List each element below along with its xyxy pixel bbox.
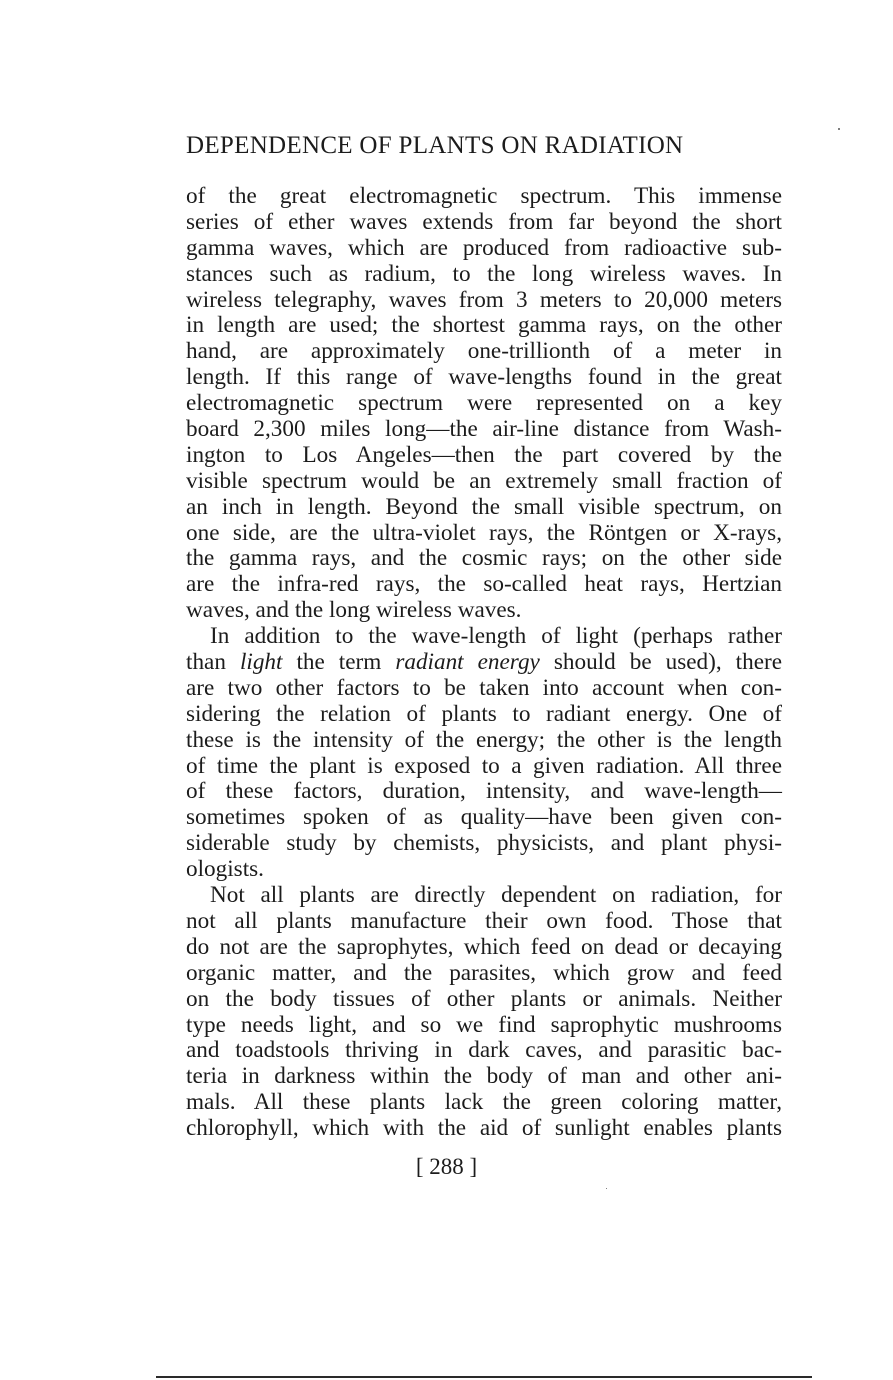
text-line: teria in darkness within the body of man and other ani- (186, 1063, 782, 1090)
text-line: an inch in length. Beyond the small visible spectrum, on (186, 493, 782, 520)
bottom-edge-rule (156, 1376, 812, 1378)
running-head: DEPENDENCE OF PLANTS ON RADIATION (186, 132, 684, 159)
text-line: gamma waves, which are produced from radioactive sub- (186, 234, 782, 261)
text-line: In addition to the wave-length of light (perhaps rather (210, 623, 782, 650)
paper-speck (606, 1188, 607, 1189)
text-line: one side, are the ultra-violet rays, the Röntgen or X-rays, (186, 519, 782, 546)
text-line: and toadstools thriving in dark caves, and parasitic bac- (186, 1037, 782, 1064)
text-line: waves, and the long wireless waves. (186, 597, 522, 624)
text-line: siderable study by chemists, physicists, and plant physi- (186, 830, 782, 857)
text-line: organic matter, and the parasites, which grow and feed (186, 959, 782, 986)
text-line: board 2,300 miles long—the air-line distance from Wash- (186, 416, 782, 443)
text-line: wireless telegraphy, waves from 3 meters to 20,000 meters (186, 286, 782, 313)
text-line: not all plants manufacture their own food. Those that (186, 907, 782, 934)
text-line: of these factors, duration, intensity, and wave-length— (186, 778, 782, 805)
text-line: do not are the saprophytes, which feed on dead or decaying (186, 933, 782, 960)
text-line: length. If this range of wave-lengths found in the great (186, 364, 782, 391)
text-line: electromagnetic spectrum were represented on a key (186, 390, 782, 417)
text-line: series of ether waves extends from far beyond the short (186, 208, 782, 235)
text-line: visible spectrum would be an extremely small fraction of (186, 467, 782, 494)
text-line: type needs light, and so we find saprophytic mushrooms (186, 1011, 782, 1038)
text-line: than light the term radiant energy should be used), there (186, 649, 783, 676)
page-number: [ 288 ] (415, 1154, 478, 1179)
paper-speck (838, 128, 840, 130)
text-line: sidering the relation of plants to radiant energy. One of (186, 700, 782, 727)
text-line: Not all plants are directly dependent on radiation, for (210, 882, 782, 909)
text-line: ington to Los Angeles—then the part covered by the (186, 441, 782, 468)
italic-term: light (239, 649, 283, 676)
text-line: are two other factors to be taken into account when con- (186, 674, 782, 701)
text-line: on the body tissues of other plants or animals. Neither (186, 985, 782, 1012)
text-line: in length are used; the shortest gamma rays, on the other (186, 312, 782, 339)
text-line: mals. All these plants lack the green coloring matter, (186, 1089, 782, 1116)
text-line: of the great electromagnetic spectrum. This immense (186, 183, 782, 209)
text-line: these is the intensity of the energy; the other is the length (186, 726, 782, 753)
text-line: sometimes spoken of as quality—have been given con- (186, 804, 782, 831)
text-line: of time the plant is exposed to a given radiation. All three (186, 752, 782, 779)
italic-term: radiant energy (395, 649, 540, 676)
text-line: stances such as radium, to the long wireless waves. In (186, 260, 782, 287)
body-text (186, 184, 782, 1142)
text-line: chlorophyll, which with the aid of sunlight enables plants (186, 1115, 782, 1142)
text-line: are the infra-red rays, the so-called heat rays, Hertzian (186, 571, 782, 598)
text-line: the gamma rays, and the cosmic rays; on the other side (186, 545, 782, 572)
text-line: hand, are approximately one-trillionth of a meter in (186, 338, 782, 365)
text-line: ologists. (186, 856, 264, 883)
